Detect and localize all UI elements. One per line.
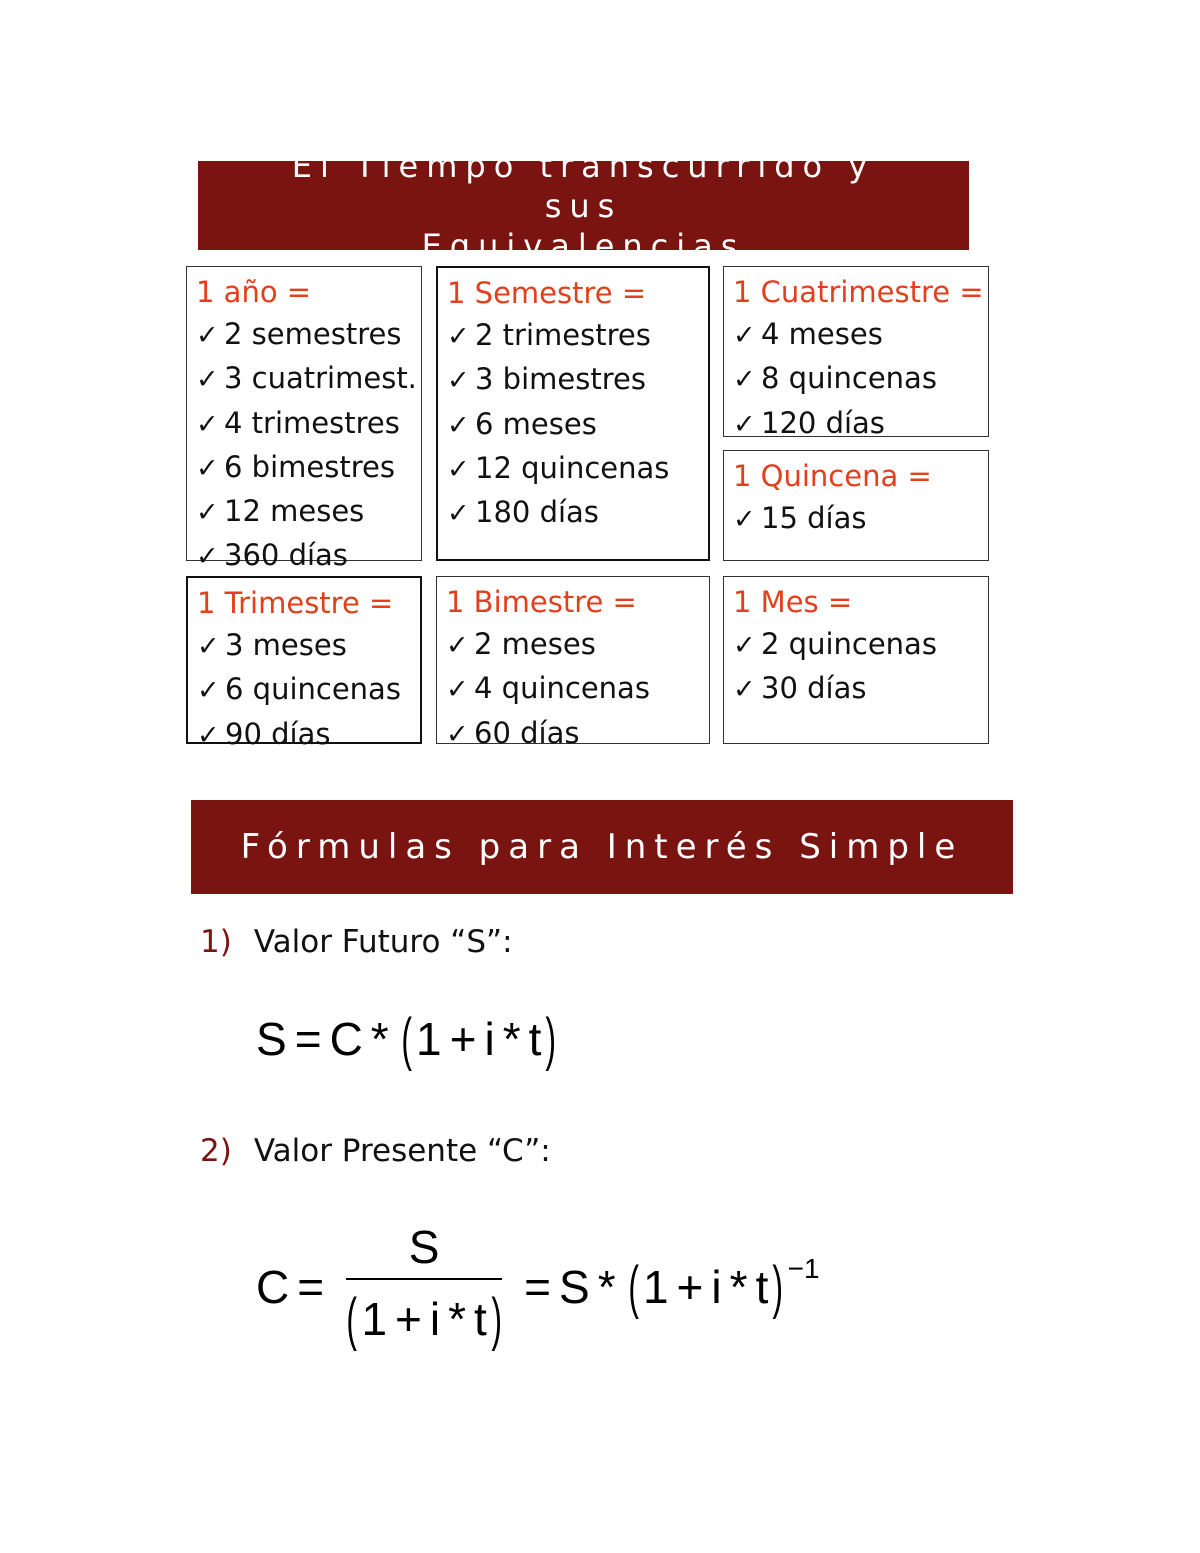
equivalence-list [733,623,988,712]
check-icon: ✓ [196,452,219,484]
check-icon: ✓ [733,504,756,535]
formula-valor-presente [256,1222,820,1352]
formula-symbol: t [528,1013,542,1065]
box-head: 1 Cuatrimestre = [733,275,984,309]
fraction-numerator: S [408,1220,440,1273]
list-item: ✓ 360 días [196,534,421,578]
list-item: ✓ 6 bimestres [196,446,421,490]
list-item: ✓ 3 cuatrimest. [196,357,421,401]
list-item: ✓ 180 días [447,491,708,535]
formula-operator: * [597,1261,616,1313]
box-head: 1 Quincena = [733,459,932,493]
title-banner-tiempo [198,146,969,265]
banner-title-line1: El Tiempo transcurrido y sus [291,146,876,225]
list-item: ✓ 60 días [446,712,709,756]
check-icon: ✓ [196,497,219,529]
check-icon: ✓ [196,541,219,573]
formula-operator: * [370,1013,389,1065]
box-head: 1 año = [196,275,312,309]
check-icon: ✓ [447,321,470,352]
check-icon: ✓ [446,674,469,706]
formula-symbol: i [484,1013,495,1065]
formula-heading-1 [200,924,513,960]
formula-symbol: 1 [642,1261,669,1313]
equivalence-list [197,624,420,757]
fraction [342,1222,506,1353]
check-icon: ✓ [197,631,220,662]
formula-number: 2) [200,1133,232,1169]
list-item: ✓ 3 bimestres [447,358,708,402]
formula-symbol: i [711,1261,722,1313]
box-anio [186,266,422,573]
formula-symbol: 1 [416,1013,442,1065]
list-item: ✓ 6 meses [447,403,708,447]
exponent: −1 [787,1253,820,1284]
check-icon: ✓ [197,675,220,707]
equivalence-list [446,623,709,756]
list-item: ✓ 6 quincenas [197,668,420,712]
list-item: ✓ 12 quincenas [447,447,708,491]
equivalence-list [733,313,988,446]
box-cuatrimestre [723,266,989,440]
check-icon: ✓ [733,320,756,351]
list-item: ✓ 30 días [733,667,988,711]
list-item: ✓ 2 trimestres [447,314,708,358]
close-paren: ) [772,1254,784,1320]
list-item: ✓ 15 días [733,497,988,541]
check-icon: ✓ [196,408,219,440]
formula-symbol: t [755,1261,769,1313]
equivalence-list [447,314,708,535]
list-item: ✓ 2 meses [446,623,709,667]
fraction-bar [346,1278,502,1280]
box-mes [723,576,989,744]
list-item: ✓ 8 quincenas [733,357,988,401]
box-head: 1 Mes = [733,585,853,619]
check-icon: ✓ [733,630,756,661]
formula-symbol: C [256,1261,290,1313]
formula-symbol: S [256,1013,287,1065]
list-item: ✓ 4 trimestres [196,402,421,446]
check-icon: ✓ [446,630,469,661]
equivalence-list [196,313,421,579]
check-icon: ✓ [196,320,219,351]
check-icon: ✓ [446,718,469,750]
fraction-denominator: ( 1 + i * t ) [346,1286,502,1352]
check-icon: ✓ [197,719,220,751]
list-item: ✓ 90 días [197,713,420,757]
check-icon: ✓ [447,409,470,441]
formula-operator: * [502,1013,521,1065]
open-paren: ( [346,1286,358,1352]
formula-symbol: C [329,1013,363,1065]
formula-operator: + [676,1261,704,1313]
list-item: ✓ 120 días [733,402,988,446]
formula-operator: = [294,1013,322,1065]
box-semestre [436,266,710,561]
banner-title-line2: Equivalencias [421,226,746,265]
list-item: ✓ 3 meses [197,624,420,668]
box-quincena [723,450,989,561]
check-icon: ✓ [733,408,756,440]
open-paren: ( [401,1006,412,1072]
box-head: 1 Semestre = [447,276,647,310]
formula-operator: = [297,1261,325,1313]
list-item: ✓ 4 quincenas [446,667,709,711]
formula-number: 1) [200,924,232,960]
formula-operator: * [729,1261,748,1313]
box-bimestre [436,576,710,750]
formula-symbol: S [559,1261,590,1313]
list-item: ✓ 2 quincenas [733,623,988,667]
box-head: 1 Bimestre = [446,585,637,619]
close-paren: ) [545,1006,557,1072]
equivalence-list [733,497,988,541]
check-icon: ✓ [447,365,470,397]
check-icon: ✓ [196,364,219,396]
check-icon: ✓ [733,674,756,706]
check-icon: ✓ [447,453,470,485]
formula-heading-2 [200,1133,551,1169]
formula-title: Valor Presente “C”: [253,1133,551,1169]
open-paren: ( [627,1254,639,1320]
check-icon: ✓ [447,498,470,530]
box-head: 1 Trimestre = [197,586,394,620]
box-trimestre [186,576,422,751]
formula-valor-futuro [256,1004,561,1074]
title-banner-formulas [191,800,1013,894]
check-icon: ✓ [733,364,756,396]
banner-title [284,146,884,266]
formula-title: Valor Futuro “S”: [253,924,513,960]
list-item: ✓ 12 meses [196,490,421,534]
banner-title: Fórmulas para Interés Simple [240,827,964,867]
formula-operator: + [449,1013,477,1065]
close-paren: ) [491,1286,502,1352]
list-item: ✓ 2 semestres [196,313,421,357]
formula-operator: = [524,1261,552,1313]
list-item: ✓ 4 meses [733,313,988,357]
